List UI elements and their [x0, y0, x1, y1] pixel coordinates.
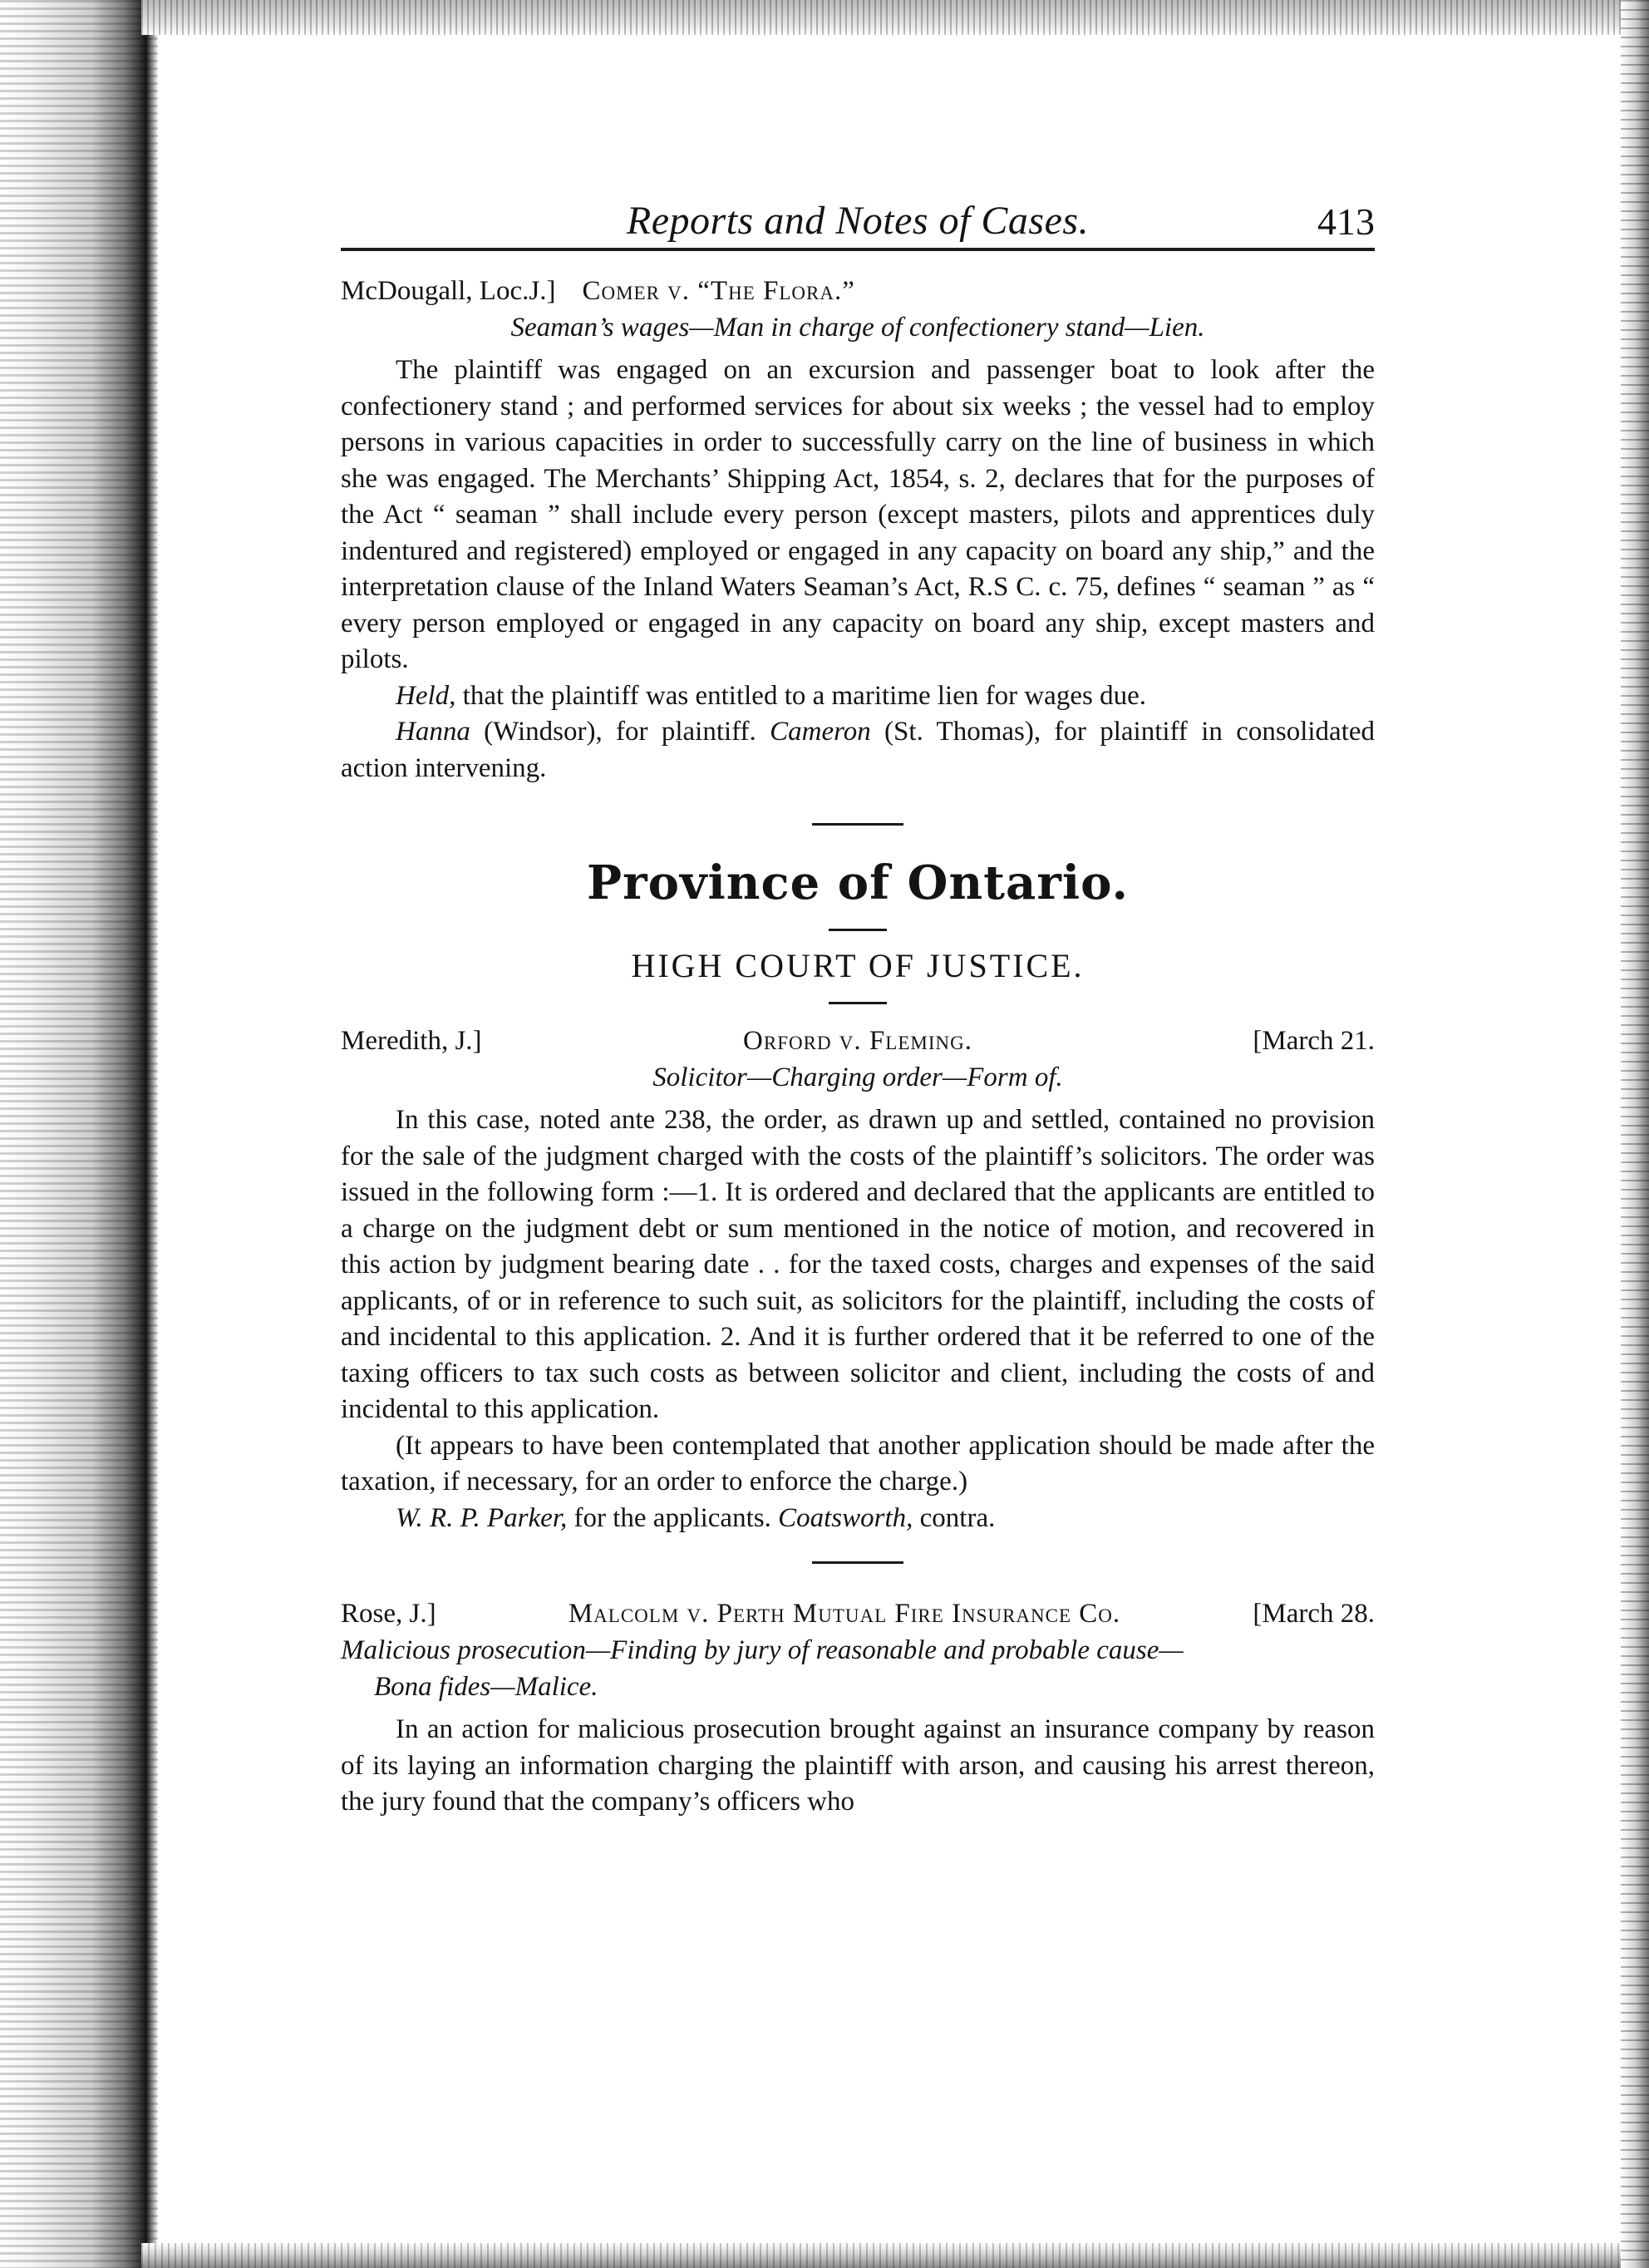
scan-border-bottom [141, 2243, 1649, 2268]
case2-date: [March 21. [1253, 1026, 1375, 1056]
running-title: Reports and Notes of Cases. [626, 199, 1090, 243]
page-content [341, 191, 1375, 1821]
case1-heading [341, 273, 1375, 309]
case3-paragraph: In an action for malicious prosecution brought against an insurance company by reason of its laying an information charging the plaintiff with arson, and causing his arrest thereon, the jury found that the company’s officers who [341, 1714, 1375, 1817]
case3-date: [March 28. [1253, 1599, 1375, 1629]
case2-judge: Meredith, J.] [341, 1026, 482, 1056]
scan-border-top [141, 0, 1649, 35]
case3-catchwords [341, 1632, 1375, 1705]
case3-heading [341, 1595, 1375, 1632]
case3-catchwords-line2: Bona fides—Malice. [374, 1672, 598, 1702]
case3-judge: Rose, J.] [341, 1599, 436, 1629]
case2-catchwords: Solicitor—Charging order—Form of. [652, 1063, 1063, 1092]
scan-border-right [1621, 0, 1649, 2268]
case1-counsel2-name: Cameron [770, 717, 871, 747]
case1-title: Comer v. “The Flora.” [582, 276, 855, 306]
case2-note: (It appears to have been contemplated that another application should be made after the taxation, if necessary, for an order to enforce the charge.) [341, 1430, 1375, 1496]
case1-paragraph: The plaintiff was engaged on an excursion and passenger boat to look after the confectionery stand ; and performed services for about six weeks ; the vessel had to employ persons in various capacities in order to successfully carry on the line of business in which she was engaged. The Merchants’ Shipping Act, 1854, s. 2, declares that for the purposes of the Act “ seaman ” shall include every person (except masters, pilots and apprentices duly indentured and registered) employed or engaged in any capacity on board any ship,” and the interpretation clause of the Inland Waters Seaman’s Act, R.S C. c. 75, defines “ seaman ” as “ every person employed or engaged in any capacity on board any ship, except masters and pilots. [341, 355, 1375, 674]
case2-counsel2-name: Coatsworth, [778, 1502, 913, 1533]
page-number: 413 [1317, 200, 1375, 243]
case1-held-text: that the plaintiff was entitled to a maritime lien for wages due. [455, 680, 1146, 711]
case2-counsel [341, 1501, 1375, 1537]
case1-counsel2-text: (St. Thomas), for plaintiff in consolidated action intervening. [341, 717, 1376, 783]
case1-counsel1-name: Hanna [396, 717, 470, 747]
case3-title: Malcolm v. Perth Mutual Fire Insurance Co. [568, 1599, 1121, 1629]
case2-title: Orford v. Fleming. [743, 1026, 972, 1056]
case2-heading [341, 1023, 1375, 1059]
province-heading: Province of Ontario. [587, 855, 1129, 910]
case1-held-label: Held, [396, 680, 456, 711]
case1-judge: McDougall, Loc.J.] [341, 276, 556, 306]
case2-counsel2-text: contra. [913, 1502, 996, 1533]
case3-catchwords-line1: Malicious prosecution—Finding by jury of reasonable and probable cause— [341, 1635, 1184, 1665]
case2-paragraph: In this case, noted ante 238, the order, as drawn up and settled, contained no provision for the sale of the judgment charged with the costs of the plaintiff’s solicitors. The order was issued in the following form :—1. It is ordered and declared that the applicants are entitled to a charge on the judgment debt or sum mentioned in the notice of motion, and recovered in this action by judgment bearing date . . for the taxed costs, charges and expenses of the said applicants, of or in reference to such suit, as solicitors for the plaintiff, including the costs of and incidental to this application. 2. And it is further ordered that it be referred to one of the taxing officers to tax such costs as between solicitor and client, including the costs of and incidental to this application. [341, 1105, 1375, 1424]
case1-held [341, 678, 1375, 715]
case2-counsel1-text: for the applicants. [567, 1502, 771, 1533]
court-heading: HIGH COURT OF JUSTICE. [631, 947, 1085, 984]
case1-counsel [341, 714, 1375, 786]
case1-counsel1-text: (Windsor), for plaintiff. [470, 717, 756, 747]
case2-counsel1-name: W. R. P. Parker, [396, 1502, 568, 1533]
running-head [341, 191, 1375, 248]
header-rule [341, 248, 1375, 251]
scan-border-left [0, 0, 158, 2268]
case1-catchwords: Seaman’s wages—Man in charge of confectionery stand—Lien. [510, 313, 1205, 343]
